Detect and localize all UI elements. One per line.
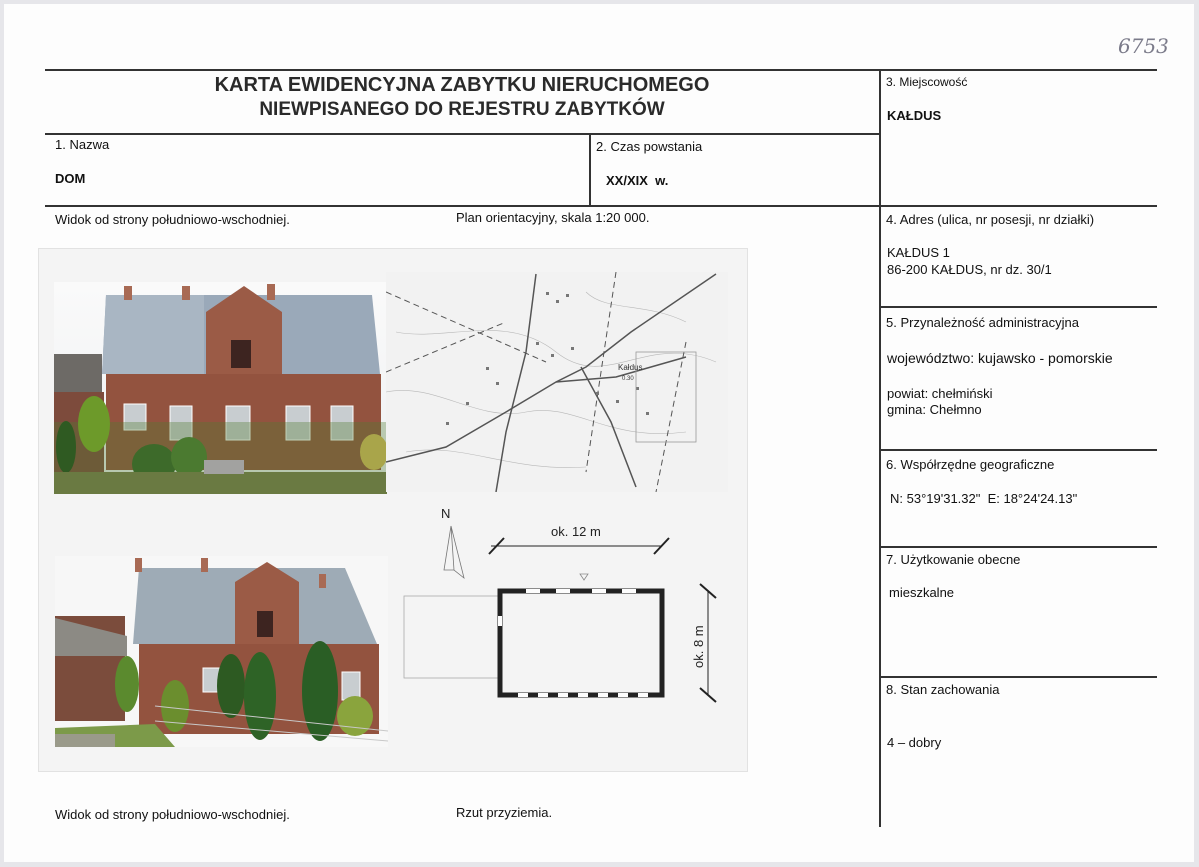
coords-label: 6. Współrzędne geograficzne	[886, 457, 1055, 472]
line-coords-bottom	[879, 546, 1157, 548]
name-label: 1. Nazwa	[55, 137, 110, 152]
address-line1: KAŁDUS 1	[887, 245, 950, 260]
floor-plan	[396, 498, 736, 713]
map-caption: Plan orientacyjny, skala 1:20 000.	[456, 210, 650, 225]
orientation-map	[386, 272, 728, 492]
admin-commune: gmina: Chełmno	[887, 402, 982, 417]
handwritten-number: 6753	[1118, 34, 1169, 58]
line-name-bottom	[45, 205, 1157, 207]
plan-caption: Rzut przyziemia.	[456, 805, 553, 820]
line-vertical-right	[879, 69, 881, 827]
line-address-bottom	[879, 306, 1157, 308]
plan-width-label: ok. 12 m	[551, 524, 601, 539]
usage-value: mieszkalne	[889, 585, 955, 600]
admin-voivodeship: województwo: kujawsko - pomorskie	[887, 350, 1113, 366]
line-admin-bottom	[879, 449, 1157, 451]
condition-label: 8. Stan zachowania	[886, 682, 1000, 697]
locality-value: KAŁDUS	[887, 108, 942, 123]
line-top	[45, 69, 1157, 71]
line-header-bottom	[45, 133, 881, 135]
usage-label: 7. Użytkowanie obecne	[886, 552, 1021, 567]
condition-value: 4 – dobry	[887, 735, 942, 750]
house-photo-bottom	[55, 556, 388, 747]
line-usage-bottom	[879, 676, 1157, 678]
locality-label: 3. Miejscowość	[886, 75, 968, 89]
address-label: 4. Adres (ulica, nr posesji, nr działki)	[886, 212, 1095, 227]
plan-depth-label: ok. 8 m	[691, 625, 706, 668]
name-value: DOM	[55, 171, 86, 186]
card-title: KARTA EWIDENCYJNA ZABYTKU NIERUCHOMEGO	[214, 74, 710, 96]
view-caption-top: Widok od strony południowo-wschodniej.	[55, 212, 290, 227]
map-elevation-label: 0.30	[622, 376, 634, 382]
north-label: N	[441, 506, 451, 521]
address-line2: 86-200 KAŁDUS, nr dz. 30/1	[887, 262, 1052, 277]
time-value: XX/XIX w.	[606, 173, 669, 188]
house-photo-top	[54, 282, 387, 494]
coords-value: N: 53°19'31.32" E: 18°24'24.13"	[890, 491, 1078, 506]
map-place-label: Kałdus	[618, 363, 643, 372]
view-caption-bottom: Widok od strony południowo-wschodniej.	[55, 807, 290, 822]
time-label: 2. Czas powstania	[596, 139, 703, 154]
card-subtitle: NIEWPISANEGO DO REJESTRU ZABYTKÓW	[259, 99, 665, 120]
admin-label: 5. Przynależność administracyjna	[886, 315, 1079, 330]
line-name-divider	[589, 133, 591, 206]
north-arrow-icon	[444, 526, 464, 578]
admin-county: powiat: chełmiński	[887, 386, 993, 401]
